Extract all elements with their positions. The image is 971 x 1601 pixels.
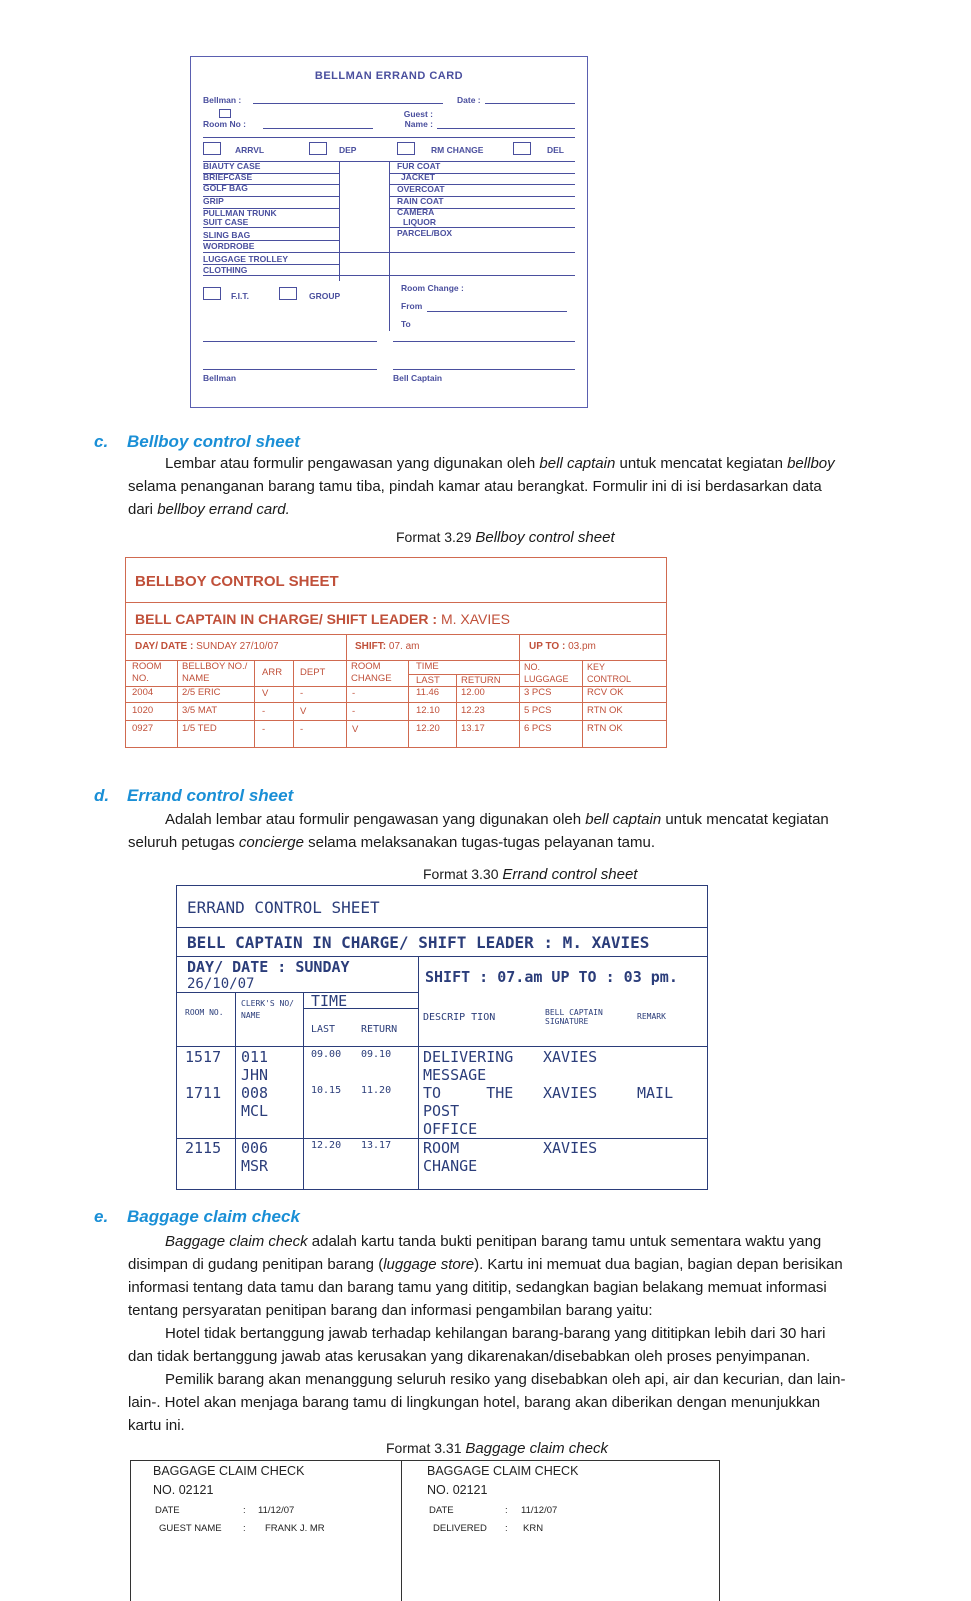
col-divider xyxy=(177,660,178,747)
arrival-checkbox xyxy=(203,142,221,155)
cell-room: 2004 xyxy=(132,687,154,698)
cell-room-change: - xyxy=(352,688,356,699)
col-divider xyxy=(418,956,419,1189)
col-header-luggage: NO. LUGGAGE xyxy=(524,662,569,684)
col-divider xyxy=(293,660,294,747)
errand-cell-desc: DELIVERING xyxy=(423,1048,514,1066)
section-e-label: e. xyxy=(94,1207,109,1226)
section-d-heading xyxy=(94,786,293,806)
right-item: CAMERA xyxy=(397,207,435,217)
claim-check-divider xyxy=(401,1461,402,1601)
errand-cell-desc: OFFICE xyxy=(423,1120,478,1138)
claim-left-name-value: FRANK J. MR xyxy=(265,1523,325,1534)
text-italic: luggage store xyxy=(383,1256,475,1273)
bellboy-control-sheet xyxy=(125,557,667,748)
checkbox-label-rm-change: RM CHANGE xyxy=(431,145,484,155)
errand-cell-signature: XAVIES xyxy=(543,1048,598,1066)
cell-arr: V xyxy=(262,688,269,699)
errand-cell-clerk: MCL xyxy=(241,1102,269,1120)
row-divider xyxy=(126,702,666,703)
item-rule xyxy=(203,252,575,253)
text: seluruh petugas xyxy=(128,834,239,851)
checkbox-label-del: DEL xyxy=(547,145,564,155)
section-d-line-1 xyxy=(165,808,829,831)
cell-last: 12.10 xyxy=(416,705,440,716)
cell-room: 1020 xyxy=(132,705,154,716)
room-change-label: Room Change : xyxy=(401,283,464,293)
cell-bellboy: 1/5 TED xyxy=(182,723,217,734)
bellboy-upto xyxy=(529,641,596,652)
section-e-line-2 xyxy=(128,1253,843,1276)
guest-name-label: Guest : Name : xyxy=(403,109,433,129)
checkbox-label-dep: DEP xyxy=(339,145,357,155)
cell-room: 0927 xyxy=(132,723,154,734)
col-header-room: ROOM NO. xyxy=(132,661,162,684)
claim-colon: : xyxy=(505,1523,508,1534)
errand-header-remark: REMARK xyxy=(637,1012,666,1021)
caption-title: Baggage claim check xyxy=(465,1440,608,1457)
text: adalah kartu tanda bukti penitipan barang tamu untuk sementara waktu yang xyxy=(307,1233,822,1250)
header-divider xyxy=(203,137,575,138)
cell-luggage: 6 PCS xyxy=(524,723,552,734)
claim-right-number: NO. 02121 xyxy=(427,1483,488,1497)
claim-left-title: BAGGAGE CLAIM CHECK xyxy=(153,1464,305,1478)
item-table-bottom xyxy=(203,275,575,276)
errand-header-room: ROOM NO. xyxy=(185,1008,224,1017)
fit-checkbox xyxy=(203,287,221,300)
bellboy-sheet-title: BELLBOY CONTROL SHEET xyxy=(135,573,339,590)
checkbox-label-arrvl: ARRVL xyxy=(235,145,265,155)
errand-cell-room: 1711 xyxy=(185,1084,222,1102)
errand-cell-return: 09.10 xyxy=(361,1049,392,1060)
text-italic: Baggage claim check xyxy=(165,1233,308,1250)
bellboy-shift xyxy=(355,641,419,652)
text-italic: bell captain xyxy=(539,455,616,472)
cell-dept: V xyxy=(300,706,307,717)
claim-colon: : xyxy=(243,1505,246,1516)
cell-bellboy: 3/5 MAT xyxy=(182,705,218,716)
errand-cell-signature: XAVIES xyxy=(543,1139,598,1157)
col-header-arr: ARR xyxy=(262,667,283,678)
row-divider xyxy=(177,992,418,993)
cell-dept: - xyxy=(300,724,304,735)
errand-cell-signature: XAVIES xyxy=(543,1084,598,1102)
caption-title: Errand control sheet xyxy=(502,866,638,883)
left-item: SUIT CASE xyxy=(203,217,249,227)
row-divider xyxy=(177,1046,707,1047)
bellman-card-title: BELLMAN ERRAND CARD xyxy=(314,70,464,82)
upto-label: UP TO : xyxy=(529,641,569,652)
sig-bellman: Bellman xyxy=(203,373,237,383)
caption-number: Format 3.30 xyxy=(423,866,503,882)
item-col-divider-2 xyxy=(389,161,390,331)
row-divider xyxy=(177,927,707,928)
col-divider xyxy=(456,674,457,747)
right-item: PARCEL/BOX xyxy=(397,228,453,238)
errand-cell-clerk: MSR xyxy=(241,1157,269,1175)
text-italic: bell captain xyxy=(585,811,662,828)
errand-cell-desc: ROOM xyxy=(423,1139,460,1157)
left-item: BIAUTY CASE xyxy=(203,161,261,171)
text: untuk mencatat kegiatan xyxy=(615,455,788,472)
cell-arr: - xyxy=(262,724,266,735)
text-italic: concierge xyxy=(238,834,304,851)
bellman-label: Bellman : xyxy=(203,95,242,105)
cell-key: RCV OK xyxy=(587,687,624,698)
cell-room-change: V xyxy=(352,724,359,735)
lower-rule-left xyxy=(203,341,377,342)
bellboy-captain-line xyxy=(135,611,510,627)
item-rule xyxy=(203,227,339,228)
errand-cell-desc: TO THE xyxy=(423,1084,514,1102)
caption-number: Format 3.29 xyxy=(396,529,476,545)
from-label: From xyxy=(401,301,423,311)
right-item: JACKET xyxy=(401,172,436,182)
text: untuk mencatat kegiatan xyxy=(661,811,829,828)
cell-arr: - xyxy=(262,706,266,717)
errand-day-line-2: 26/10/07 xyxy=(187,976,255,992)
col-divider xyxy=(346,634,347,660)
cell-bellboy: 2/5 ERIC xyxy=(182,687,221,698)
errand-cell-room: 2115 xyxy=(185,1139,222,1157)
caption-3-31 xyxy=(386,1440,608,1457)
errand-header-signature: BELL CAPTAIN SIGNATURE xyxy=(545,1008,603,1026)
left-item: GRIP xyxy=(203,196,224,206)
cell-return: 12.23 xyxy=(461,705,485,716)
col-divider xyxy=(519,634,520,660)
col-divider xyxy=(519,660,520,747)
claim-colon: : xyxy=(243,1523,246,1534)
shift-label: SHIFT: xyxy=(355,641,389,652)
caption-3-29 xyxy=(396,529,615,546)
errand-captain-line: BELL CAPTAIN IN CHARGE/ SHIFT LEADER : M. XAVIES xyxy=(187,933,650,952)
text: Lembar atau formulir pengawasan yang digunakan oleh xyxy=(165,455,540,472)
section-c-line-3 xyxy=(128,498,290,521)
errand-cell-clerk: 006 xyxy=(241,1139,269,1157)
text: dari xyxy=(128,501,158,518)
baggage-claim-check xyxy=(130,1460,720,1601)
right-item: FUR COAT xyxy=(397,161,441,171)
row-divider xyxy=(126,602,666,603)
room-no-label: Room No : xyxy=(203,119,246,129)
errand-header-last: LAST xyxy=(311,1024,336,1035)
section-e-line-1 xyxy=(165,1230,821,1253)
col-divider xyxy=(235,992,236,1189)
col-header-time: TIME xyxy=(416,661,439,672)
errand-cell-last: 12.20 xyxy=(311,1140,342,1151)
errand-cell-clerk: JHN xyxy=(241,1066,269,1084)
right-item: LIQUOR xyxy=(403,217,437,227)
errand-cell-room: 1517 xyxy=(185,1048,222,1066)
errand-header-return: RETURN xyxy=(361,1024,398,1035)
cell-last: 12.20 xyxy=(416,723,440,734)
cell-luggage: 5 PCS xyxy=(524,705,552,716)
claim-right-title: BAGGAGE CLAIM CHECK xyxy=(427,1464,579,1478)
upto-value: 03.pm xyxy=(568,641,596,652)
section-e-line-4: tentang persyaratan penitipan barang dan informasi pengambilan barang yaitu: xyxy=(128,1302,653,1319)
cell-luggage: 3 PCS xyxy=(524,687,552,698)
claim-right-name-label: DELIVERED xyxy=(433,1523,487,1534)
caption-number: Format 3.31 xyxy=(386,1440,466,1456)
errand-cell-clerk: 008 xyxy=(241,1084,269,1102)
room-change-checkbox xyxy=(397,142,415,155)
row-divider xyxy=(177,956,707,957)
claim-colon: : xyxy=(505,1505,508,1516)
day-value: SUNDAY 27/10/07 xyxy=(196,641,279,652)
left-item: BRIEFCASE xyxy=(203,172,253,182)
errand-cell-remark: MAIL xyxy=(637,1084,674,1102)
cell-dept: - xyxy=(300,688,304,699)
left-item: PULLMAN TRUNK xyxy=(203,208,277,218)
cell-key: RTN OK xyxy=(587,705,623,716)
text: Adalah lembar atau formulir pengawasan yang digunakan oleh xyxy=(165,811,586,828)
claim-left-date-label: DATE xyxy=(155,1505,180,1516)
col-header-bellboy: BELLBOY NO./ NAME xyxy=(182,661,248,684)
section-e-line-9: kartu ini. xyxy=(128,1417,185,1434)
col-header-room-change: ROOM CHANGE xyxy=(351,661,392,684)
claim-right-date-label: DATE xyxy=(429,1505,454,1516)
section-c-heading xyxy=(94,432,300,452)
errand-cell-desc: MESSAGE xyxy=(423,1066,487,1084)
section-e-line-6: dan tidak bertanggung jawab atas kerusakan yang dikarenakan/disebabkan oleh proses penyimpanan. xyxy=(128,1348,811,1365)
cell-return: 12.00 xyxy=(461,687,485,698)
cell-last: 11.46 xyxy=(416,687,440,698)
text: ). Kartu ini memuat dua bagian, bagian depan berisikan xyxy=(474,1256,843,1273)
errand-shift: SHIFT : 07.am UP TO : 03 pm. xyxy=(425,968,678,986)
sig-bell-captain: Bell Captain xyxy=(393,373,443,383)
col-header-dept: DEPT xyxy=(300,667,326,678)
row-divider xyxy=(126,634,666,635)
cell-return: 13.17 xyxy=(461,723,485,734)
claim-left-date-value: 11/12/07 xyxy=(258,1505,295,1516)
section-e-line-7: Pemilik barang akan menanggung seluruh resiko yang disebabkan oleh api, air dan kecurian, dan lain- xyxy=(165,1371,846,1388)
section-e-line-3: informasi tentang data tamu dan barang tamu yang dititip, sedangkan bagian belakang memuat informasi xyxy=(128,1279,827,1296)
errand-cell-return: 13.17 xyxy=(361,1140,392,1151)
left-item: CLOTHING xyxy=(203,265,248,275)
errand-day-line-1: DAY/ DATE : SUNDAY xyxy=(187,958,350,976)
claim-left-number: NO. 02121 xyxy=(153,1483,214,1497)
date-label: Date : xyxy=(457,95,481,105)
bellman-errand-card xyxy=(190,56,588,408)
errand-header-clerk: CLERK'S NO/ NAME xyxy=(241,999,294,1020)
cell-room-change: - xyxy=(352,706,356,717)
section-e-title: Baggage claim check xyxy=(127,1207,300,1226)
item-col-divider-1 xyxy=(339,161,340,281)
right-item: RAIN COAT xyxy=(397,196,444,206)
col-header-key: KEY CONTROL xyxy=(587,662,632,684)
cell-key: RTN OK xyxy=(587,723,623,734)
claim-right-date-value: 11/12/07 xyxy=(521,1505,558,1516)
left-item: SLING BAG xyxy=(203,230,251,240)
claim-left-name-label: GUEST NAME xyxy=(159,1523,222,1534)
from-line xyxy=(427,311,567,312)
errand-sheet-title: ERRAND CONTROL SHEET xyxy=(187,898,380,917)
errand-header-description: DESCRIP TION xyxy=(423,1012,496,1023)
left-item: GOLF BAG xyxy=(203,183,248,193)
errand-cell-last: 09.00 xyxy=(311,1049,342,1060)
col-header-last: LAST xyxy=(416,675,440,686)
errand-cell-desc: CHANGE xyxy=(423,1157,478,1175)
lower-rule-right xyxy=(393,341,575,342)
sig-line-right xyxy=(393,369,575,370)
section-d-line-2 xyxy=(128,831,655,854)
errand-cell-last: 10.15 xyxy=(311,1085,342,1096)
guest-type-group: GROUP xyxy=(309,291,341,301)
errand-cell-desc: POST xyxy=(423,1102,460,1120)
captain-label: BELL CAPTAIN IN CHARGE/ SHIFT LEADER : xyxy=(135,611,441,627)
col-divider xyxy=(582,660,583,747)
room-icon-box xyxy=(219,109,231,118)
bellboy-day-date xyxy=(135,641,279,652)
section-e-line-5: Hotel tidak bertanggung jawab terhadap kehilangan barang-barang yang dititipkan lebih dari 30 hari xyxy=(165,1325,826,1342)
caption-title: Bellboy control sheet xyxy=(475,529,615,546)
col-divider xyxy=(254,660,255,747)
day-label: DAY/ DATE : xyxy=(135,641,197,652)
guest-type-fit: F.I.T. xyxy=(231,291,249,301)
captain-name: M. XAVIES xyxy=(440,611,510,627)
guest-name-line xyxy=(437,128,575,129)
departure-checkbox xyxy=(309,142,327,155)
text-italic: bellboy errand card. xyxy=(157,501,290,518)
caption-3-30 xyxy=(423,866,637,883)
row-divider xyxy=(126,720,666,721)
claim-right-name-value: KRN xyxy=(523,1523,544,1534)
right-item: OVERCOAT xyxy=(397,184,445,194)
left-item: LUGGAGE TROLLEY xyxy=(203,254,288,264)
section-c-line-2: selama penanganan barang tamu tiba, pindah kamar atau berangkat. Formulir ini di isi berdasarkan data xyxy=(128,478,822,495)
section-c-title: Bellboy control sheet xyxy=(127,432,300,451)
section-e-line-8: lain-. Hotel akan menjaga barang tamu di lingkungan hotel, barang akan diberikan dengan menunjukkan xyxy=(128,1394,821,1411)
delivery-checkbox xyxy=(513,142,531,155)
left-item: WORDROBE xyxy=(203,241,255,251)
section-c-line-1 xyxy=(165,452,835,475)
sig-line-left xyxy=(203,369,377,370)
col-divider xyxy=(346,660,347,747)
section-d-title: Errand control sheet xyxy=(127,786,294,805)
text-italic: bellboy xyxy=(787,455,835,472)
section-c-label: c. xyxy=(94,432,109,451)
errand-cell-return: 11.20 xyxy=(361,1085,392,1096)
text: disimpan di gudang penitipan barang ( xyxy=(128,1256,384,1273)
errand-control-sheet xyxy=(176,885,708,1190)
to-label: To xyxy=(401,319,411,329)
shift-value: 07. am xyxy=(388,641,420,652)
date-line xyxy=(485,103,575,104)
errand-cell-clerk: 011 xyxy=(241,1048,269,1066)
text: selama melaksanakan tugas-tugas pelayanan tamu. xyxy=(303,834,656,851)
room-no-line xyxy=(263,128,373,129)
col-header-return: RETURN xyxy=(461,675,501,686)
section-e-heading xyxy=(94,1207,300,1227)
errand-header-time: TIME xyxy=(311,992,348,1010)
group-checkbox xyxy=(279,287,297,300)
section-d-label: d. xyxy=(94,786,110,805)
col-divider xyxy=(303,992,304,1189)
bellman-line xyxy=(253,103,443,104)
